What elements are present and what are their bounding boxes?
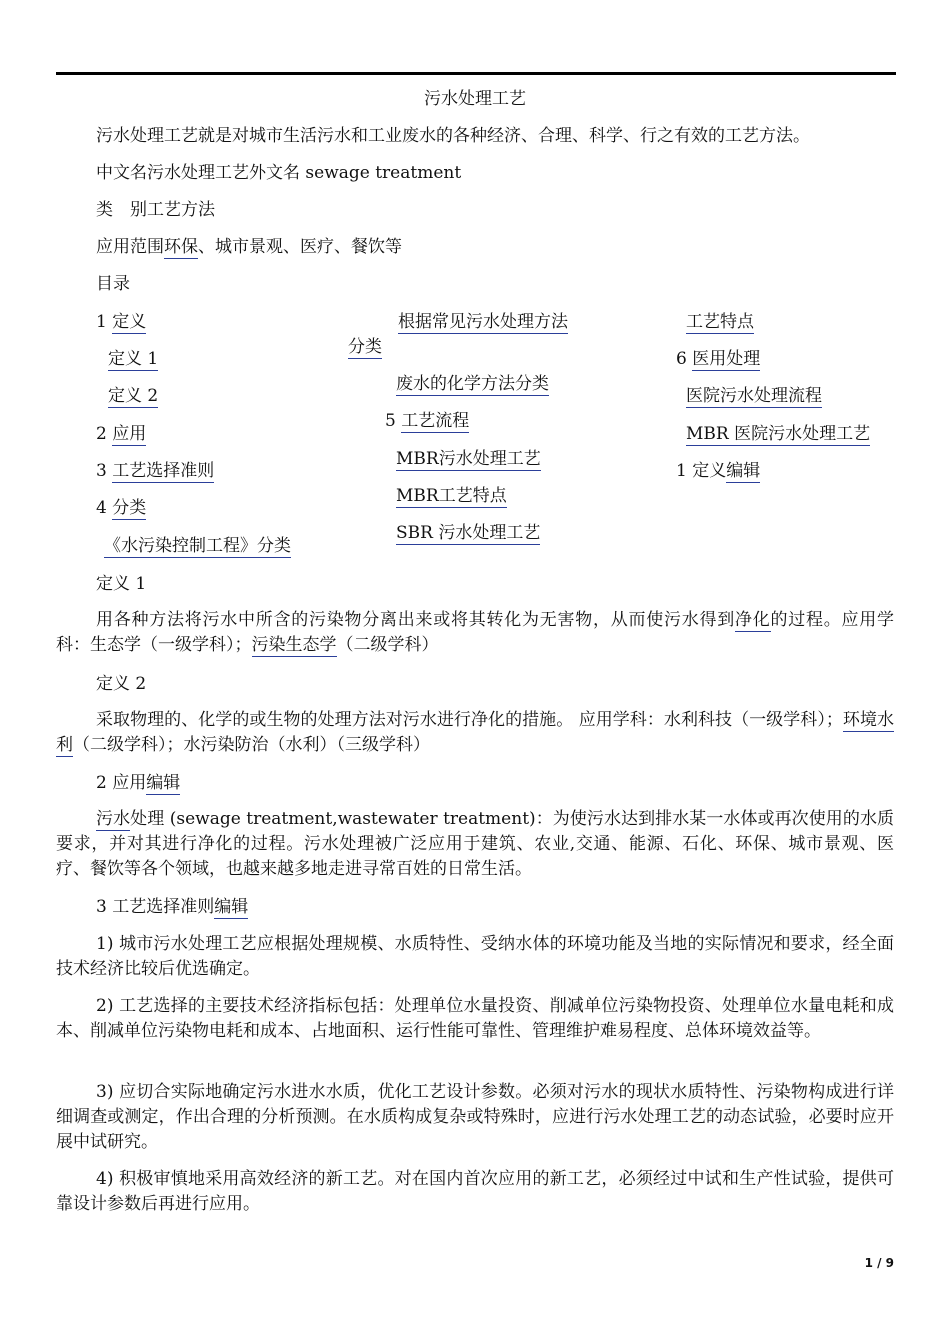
criteria-item: 4) 积极审慎地采用高效经济的新工艺。对在国内首次应用的新工艺，必须经过中试和生产性试验，提供可靠设计参数后再进行应用。 — [56, 1169, 894, 1214]
info-names: 中文名污水处理工艺外文名 sewage treatment — [96, 163, 462, 183]
toc-item — [396, 373, 549, 395]
toc-link-definition-2[interactable]: 定义 2 — [108, 386, 159, 406]
toc-link-mbr-features[interactable]: MBR工艺特点 — [396, 486, 507, 506]
link-jinghua[interactable]: 净化 — [735, 610, 771, 630]
toc-item — [108, 348, 158, 370]
toc-link-classification-side[interactable]: 分类 — [348, 337, 382, 357]
info-category: 类 别工艺方法 — [96, 200, 215, 220]
link-environmental-hydraulics[interactable]: 环境水利 — [56, 710, 895, 755]
section-heading-definition-2: 定义 2 — [96, 674, 147, 694]
link-wushui[interactable]: 污水 — [96, 809, 131, 829]
info-scope: 应用范围环保、城市景观、医疗、餐饮等 — [96, 237, 402, 257]
link-pollution-ecology[interactable]: 污染生态学 — [251, 635, 337, 655]
toc-link-medical-treatment[interactable]: 医用处理 — [692, 349, 761, 369]
criteria-item: 1) 城市污水处理工艺应根据处理规模、水质特性、受纳水体的环境功能及当地的实际情况和要求，经全面技术经济比较后优选确定。 — [56, 934, 894, 979]
toc-item: 5 工艺流程 — [385, 411, 470, 431]
document-title: 污水处理工艺 — [424, 89, 526, 109]
toc-link-classification[interactable]: 分类 — [112, 498, 147, 518]
header-rule — [56, 72, 896, 75]
toc-item — [396, 448, 541, 470]
toc-link-definition-1[interactable]: 定义 1 — [108, 349, 159, 369]
page-number: 1 / 9 — [864, 1256, 894, 1270]
toc-link-common-methods[interactable]: 根据常见污水处理方法 — [398, 312, 568, 332]
toc-item — [396, 522, 540, 544]
scope-link-huanbao[interactable]: 环保 — [164, 237, 198, 257]
edit-link-criteria[interactable]: 编辑 — [214, 897, 249, 917]
toc-link-water-pollution-classification[interactable]: 《水污染控制工程》分类 — [104, 536, 291, 556]
toc-link-mbr-process[interactable]: MBR污水处理工艺 — [396, 449, 541, 469]
toc-item — [686, 311, 754, 333]
toc-item — [396, 485, 507, 507]
toc-link-sbr-process[interactable]: SBR 污水处理工艺 — [396, 523, 541, 543]
toc-link-hospital-flow[interactable]: 医院污水处理流程 — [686, 386, 822, 406]
intro-paragraph: 污水处理工艺就是对城市生活污水和工业废水的各种经济、合理、科学、行之有效的工艺方法。 — [96, 126, 810, 146]
toc-link-application[interactable]: 应用 — [112, 424, 147, 444]
toc-item: 3 工艺选择准则 — [96, 461, 215, 481]
toc-item — [108, 385, 158, 407]
toc-link-chemical-methods[interactable]: 废水的化学方法分类 — [396, 374, 549, 394]
toc-item: 1 定义 — [96, 312, 147, 332]
toc-link-definition[interactable]: 定义 — [112, 312, 147, 332]
edit-link-application[interactable]: 编辑 — [146, 773, 181, 793]
toc-item — [104, 535, 291, 557]
definition-2-paragraph: 采取物理的、化学的或生物的处理方法对污水进行净化的措施。 应用学科：水利科技（一级学科）；环境水利（二级学科）；水污染防治（水利）（三级学科） — [56, 710, 895, 755]
toc-heading: 目录 — [96, 274, 130, 294]
toc-item — [686, 423, 870, 445]
section-heading-definition-1: 定义 1 — [96, 574, 147, 594]
criteria-item: 2) 工艺选择的主要技术经济指标包括：处理单位水量投资、削减单位污染物投资、处理单位水量电耗和成本、削减单位污染物电耗和成本、占地面积、运行性能可靠性、管理维护难易程度、总体环境效益等。 — [56, 996, 894, 1041]
section-heading-application: 2 应用编辑 — [96, 773, 181, 793]
toc-item: 4 分类 — [96, 498, 147, 518]
toc-item: 1 定义编辑 — [676, 461, 761, 481]
toc-link-mbr-hospital[interactable]: MBR 医院污水处理工艺 — [686, 424, 871, 444]
toc-item — [398, 311, 568, 333]
edit-link-definition[interactable]: 编辑 — [726, 461, 761, 481]
toc-item — [686, 385, 822, 407]
toc-item — [348, 336, 382, 358]
criteria-item: 3) 应切合实际地确定污水进水水质，优化工艺设计参数。必须对污水的现状水质特性、污染物构成进行详细调查或测定，作出合理的分析预测。在水质构成复杂或特殊时，应进行污水处理工艺的动态试验，必要时应开展中试研究。 — [56, 1082, 894, 1152]
definition-1-paragraph: 用各种方法将污水中所含的污染物分离出来或将其转化为无害物，从而使污水得到净化的过程。应用学科：生态学（一级学科）；污染生态学（二级学科） — [56, 610, 894, 655]
toc-link-process-flow[interactable]: 工艺流程 — [401, 411, 470, 431]
toc-link-process-features[interactable]: 工艺特点 — [686, 312, 754, 332]
toc-item: 6 医用处理 — [676, 349, 761, 369]
toc-item: 2 应用 — [96, 424, 147, 444]
toc-link-criteria[interactable]: 工艺选择准则 — [112, 461, 215, 481]
application-paragraph: 污水处理 (sewage treatment,wastewater treatment)：为使污水达到排水某一水体或再次使用的水质要求，并对其进行净化的过程。污水处理被广泛应用于建筑、农业,交通、能源、石化、环保、城市景观、医疗、餐饮等各个领域，也越来越多地走进寻常百姓的日常生活。 — [56, 809, 895, 879]
section-heading-criteria: 3 工艺选择准则编辑 — [96, 897, 249, 917]
